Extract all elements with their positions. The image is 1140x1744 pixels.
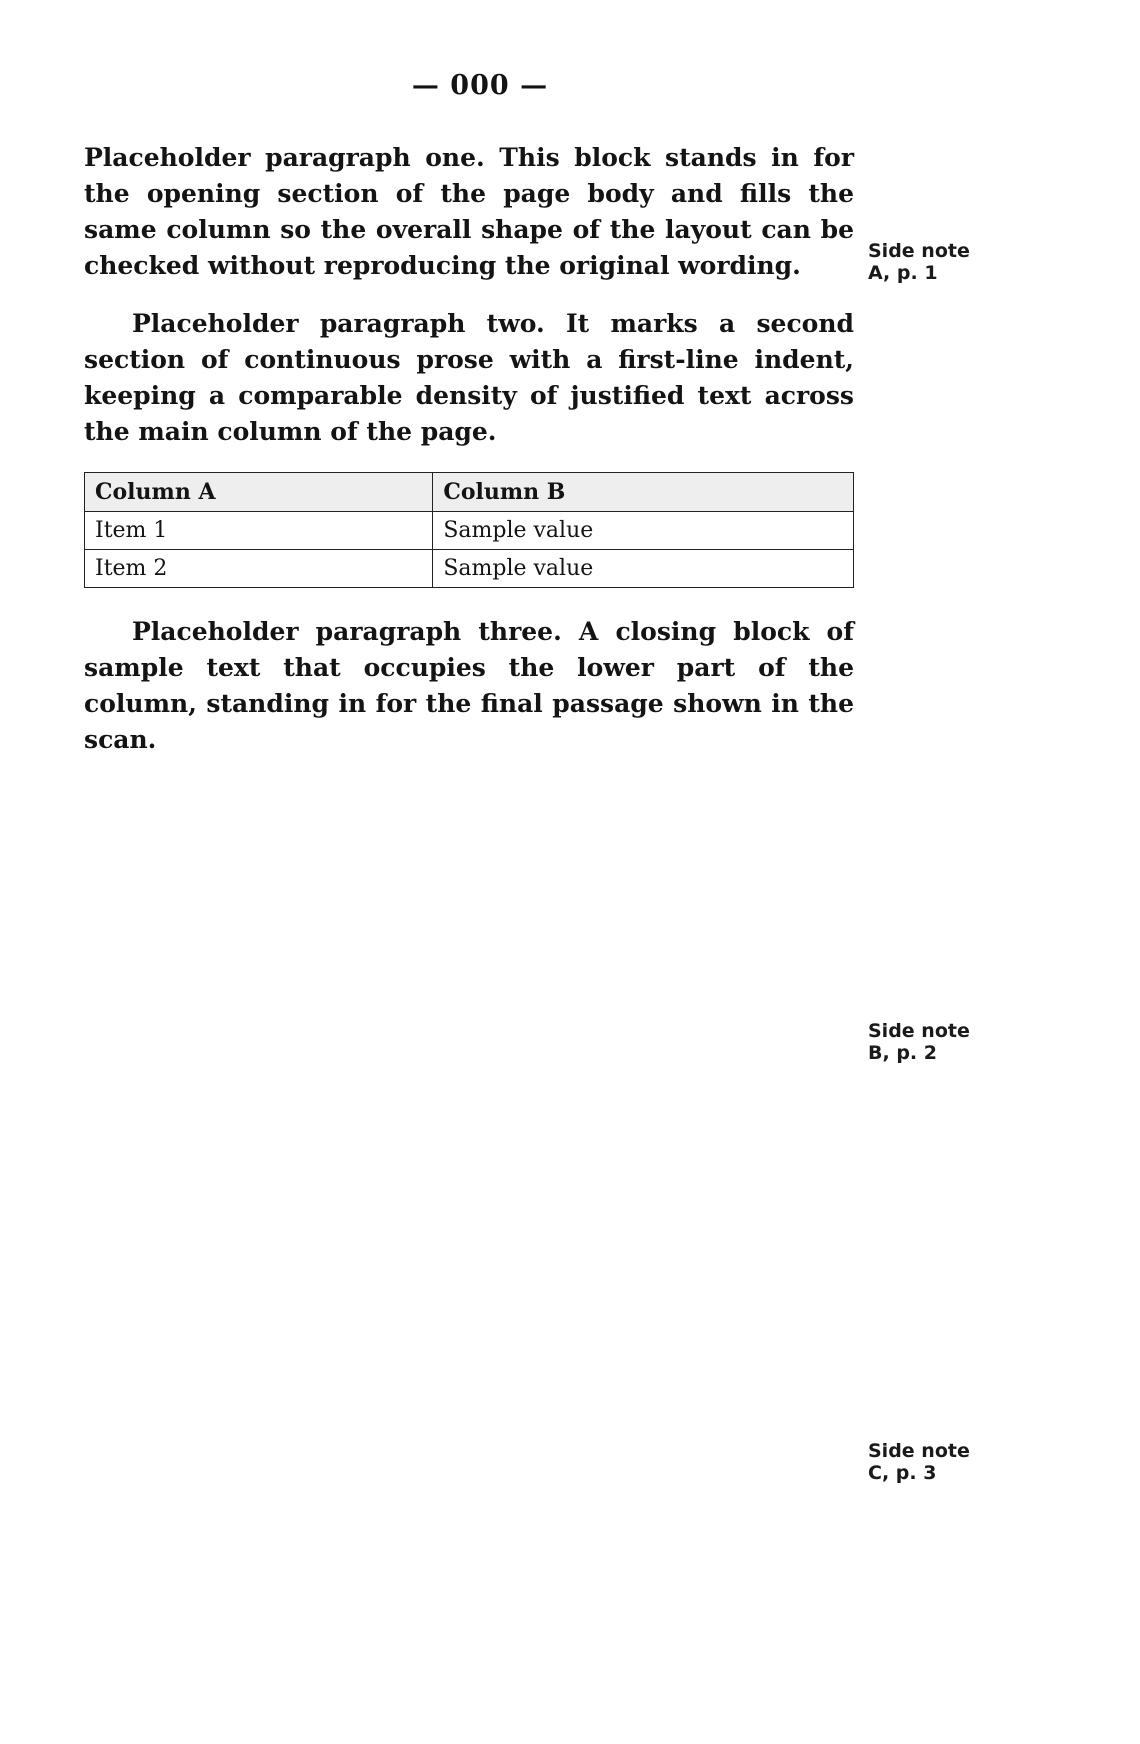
margin-note-3: Side note C, p. 3 — [868, 1440, 970, 1484]
table-row — [85, 550, 854, 588]
margin-note-1: Side note A, p. 1 — [868, 240, 970, 284]
paragraph-1: Placeholder paragraph one. This block stands in for the opening section of the page body and fills the same column so the overall shape of the layout can be checked without reproducing the original wording. — [84, 143, 854, 280]
placeholder-table — [84, 472, 854, 588]
table-header-cell: Column A — [85, 473, 433, 512]
body-text — [84, 140, 854, 780]
table-cell: Item 1 — [85, 512, 433, 550]
table-cell: Sample value — [433, 512, 854, 550]
margin-note-2: Side note B, p. 2 — [868, 1020, 970, 1064]
table-row — [85, 512, 854, 550]
table-header-cell: Column B — [433, 473, 854, 512]
paragraph-2: Placeholder paragraph two. It marks a second section of continuous prose with a first-line indent, keeping a comparable density of justified text across the main column of the page. — [84, 309, 854, 446]
table-cell: Item 2 — [85, 550, 433, 588]
page-number: — 000 — — [411, 70, 549, 101]
paragraph-3: Placeholder paragraph three. A closing block of sample text that occupies the lower part of the column, standing in for the final passage shown in the scan. — [84, 617, 854, 754]
table-cell: Sample value — [433, 550, 854, 588]
table-header-row — [85, 473, 854, 512]
